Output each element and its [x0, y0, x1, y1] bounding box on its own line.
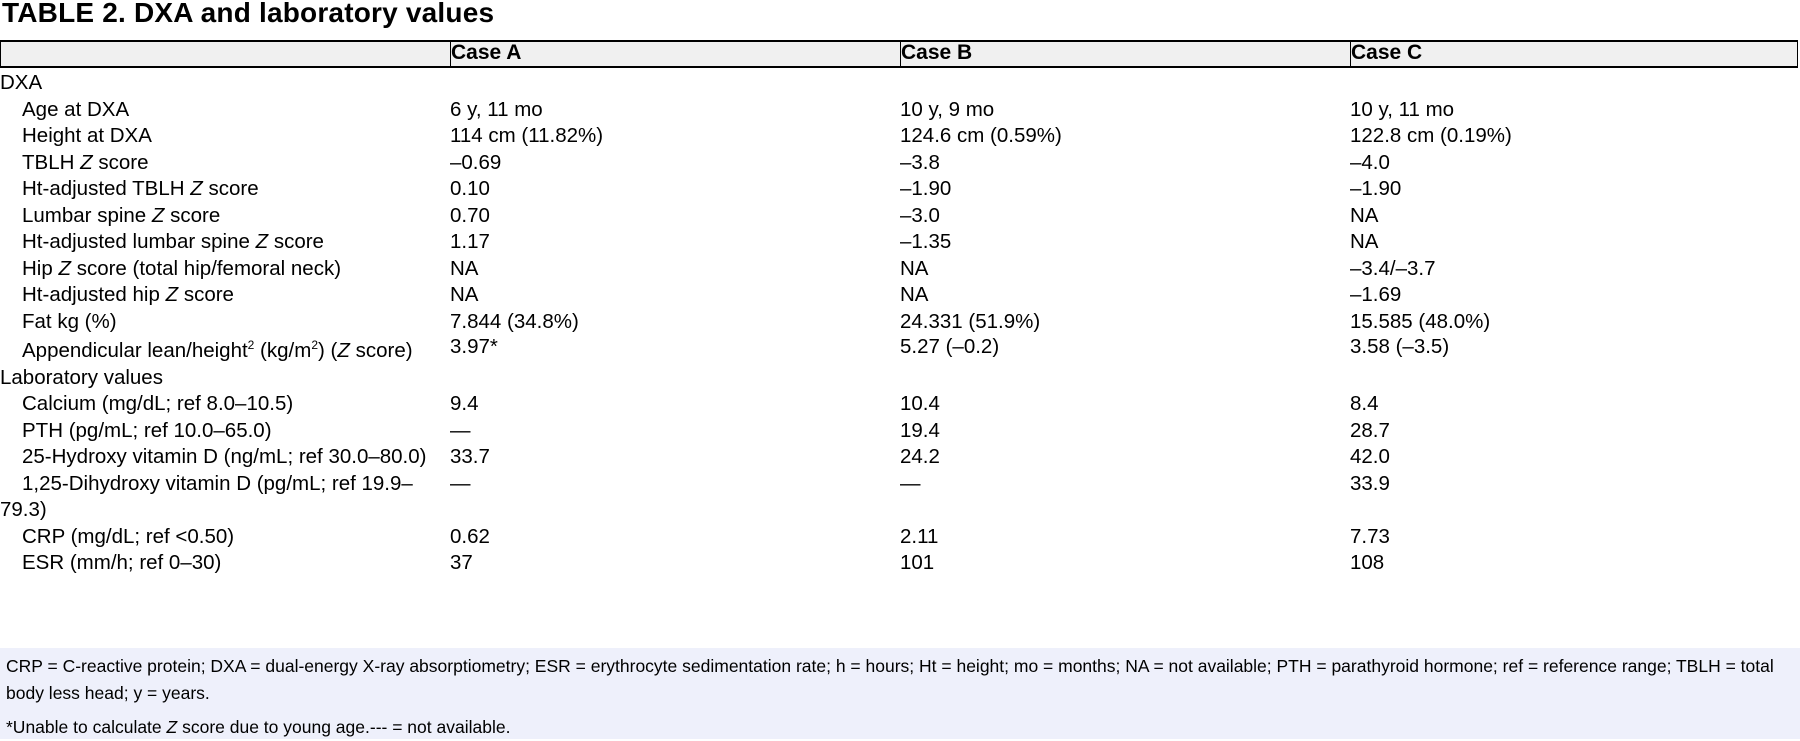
case-b-value: 24.331 (51.9%): [900, 309, 1041, 333]
case-b-value: NA: [900, 283, 929, 306]
header-case-a: Case A: [450, 42, 900, 66]
case-c-value: 7.73: [1350, 524, 1390, 548]
row-label: Height at DXA: [22, 124, 152, 147]
case-a-value: –0.69: [450, 150, 502, 174]
case-b-value: –1.35: [900, 230, 952, 253]
row-label: 1,25-Dihydroxy vitamin D (pg/mL; ref 19.9–79.3): [0, 471, 413, 521]
case-b-value: NA: [900, 256, 929, 280]
case-b-value: 101: [900, 551, 935, 574]
case-c-value: 108: [1350, 551, 1385, 574]
table-row: [0, 150, 1800, 177]
case-c-value: 15.585 (48.0%): [1350, 309, 1491, 333]
table-row: [0, 471, 1800, 524]
table-row: [0, 444, 1800, 471]
table-row: [0, 418, 1800, 445]
row-label: 25-Hydroxy vitamin D (ng/mL; ref 30.0–80.0): [22, 445, 427, 468]
case-a-value: NA: [450, 256, 479, 280]
table-row: [0, 123, 1800, 150]
row-label: Ht-adjusted hip Z score: [22, 283, 234, 306]
case-c-value: 122.8 cm (0.19%): [1350, 124, 1512, 147]
table-row: [0, 550, 1800, 577]
table-row: [0, 391, 1800, 418]
header-case-c: Case C: [1350, 42, 1799, 66]
case-a-value: 33.7: [450, 445, 490, 468]
row-label: Lumbar spine Z score: [22, 203, 221, 227]
table-body: [0, 70, 1800, 577]
table-header-row: [0, 40, 1798, 68]
table-row: [0, 309, 1800, 336]
row-label: Calcium (mg/dL; ref 8.0–10.5): [22, 392, 294, 415]
row-label: PTH (pg/mL; ref 10.0–65.0): [22, 418, 272, 442]
table-row: [0, 335, 1800, 365]
case-c-value: 33.9: [1350, 471, 1390, 495]
row-label: Age at DXA: [22, 97, 130, 121]
table-row: [0, 97, 1800, 124]
case-b-value: 19.4: [900, 418, 940, 442]
row-label: CRP (mg/dL; ref <0.50): [22, 524, 235, 548]
row-label: ESR (mm/h; ref 0–30): [22, 551, 222, 574]
table-row: [0, 176, 1800, 203]
case-b-value: 124.6 cm (0.59%): [900, 124, 1062, 147]
table-row: [0, 256, 1800, 283]
case-a-value: 37: [450, 551, 473, 574]
asterisk-note: *Unable to calculate Z score due to young age.--- = not available.: [6, 717, 511, 737]
case-b-value: 2.11: [900, 524, 939, 548]
table-row: [0, 282, 1800, 309]
row-label: Appendicular lean/height$^2$ $(kg/m^2)$ (Z score): [22, 338, 413, 362]
section-label: DXA: [0, 71, 43, 94]
case-c-value: 3.58 (–3.5): [1350, 335, 1450, 358]
table-title: TABLE 2. DXA and laboratory values: [2, 0, 495, 28]
case-c-value: –1.69: [1350, 283, 1402, 306]
case-c-value: –1.90: [1350, 177, 1402, 200]
case-c-value: 8.4: [1350, 392, 1379, 415]
section-row-lab: [0, 365, 1800, 392]
table-footnotes: [0, 648, 1800, 739]
case-a-value: 9.4: [450, 392, 479, 415]
case-a-value: 1.17: [450, 230, 490, 253]
case-a-value: 0.62: [450, 524, 490, 548]
abbreviations-note: CRP = C-reactive protein; DXA = dual-energy X-ray absorptiometry; ESR = erythrocyte sedimentation rate; h = hours; Ht = height; mo = months; NA = not available; PTH = parathyroid hormone; ref = reference range; TBLH = total body less head; y = years.: [6, 656, 1774, 703]
header-case-b: Case B: [900, 42, 1350, 66]
case-a-value: —: [450, 471, 471, 495]
row-label: Hip Z score (total hip/femoral neck): [22, 256, 342, 280]
section-row-dxa: [0, 70, 1800, 97]
case-a-value: 114 cm (11.82%): [450, 124, 604, 147]
case-c-value: 28.7: [1350, 418, 1390, 442]
case-c-value: NA: [1350, 230, 1379, 253]
case-a-value: 0.70: [450, 203, 490, 227]
case-a-value: NA: [450, 283, 479, 306]
case-c-value: 10 y, 11 mo: [1350, 97, 1455, 121]
case-a-value: 0.10: [450, 177, 490, 200]
case-b-value: –1.90: [900, 177, 952, 200]
case-a-value: —: [450, 418, 471, 442]
case-b-value: 10 y, 9 mo: [900, 97, 995, 121]
section-label: Laboratory values: [0, 365, 163, 389]
case-b-value: —: [900, 471, 921, 495]
case-b-value: –3.0: [900, 203, 940, 227]
case-b-value: 10.4: [900, 392, 940, 415]
row-label: Ht-adjusted lumbar spine Z score: [22, 230, 324, 253]
case-a-value: 6 y, 11 mo: [450, 97, 543, 121]
case-a-value: 3.97*: [450, 335, 498, 358]
table-row: [0, 524, 1800, 551]
case-b-value: 5.27 (–0.2): [900, 335, 1000, 358]
case-c-value: 42.0: [1350, 445, 1390, 468]
table-row: [0, 229, 1800, 256]
row-label: Fat kg (%): [22, 309, 117, 333]
case-c-value: NA: [1350, 203, 1379, 227]
row-label: Ht-adjusted TBLH Z score: [22, 177, 259, 200]
table-row: [0, 203, 1800, 230]
case-c-value: –3.4/–3.7: [1350, 256, 1436, 280]
case-c-value: –4.0: [1350, 150, 1390, 174]
row-label: TBLH Z score: [22, 150, 149, 174]
case-b-value: 24.2: [900, 445, 940, 468]
case-a-value: 7.844 (34.8%): [450, 309, 579, 333]
case-b-value: –3.8: [900, 150, 940, 174]
